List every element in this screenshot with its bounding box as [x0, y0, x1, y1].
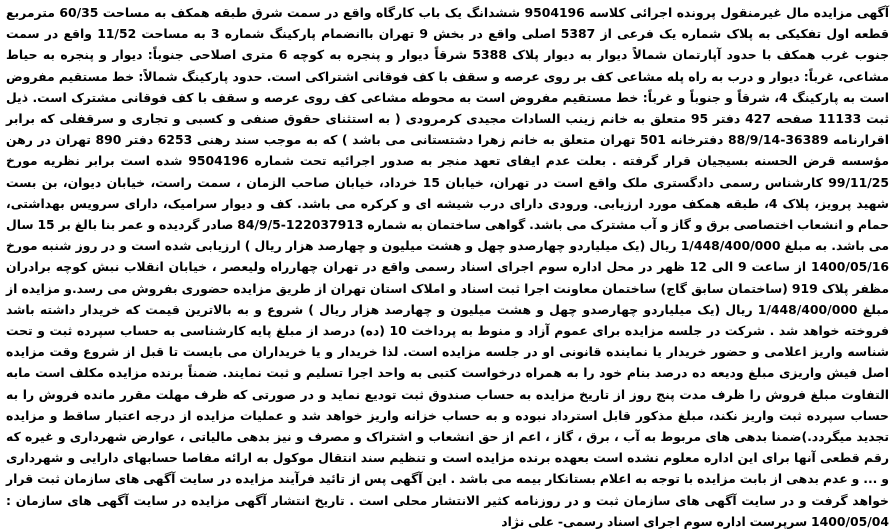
auction-notice-text: آگهی مزایده مال غیرمنقول پرونده اجرائی کلاسه 9504196 ششدانگ یک باب کارگاه واقع در سمت شرق طبقه همکف به مساحت 60/35 مترمربع قطعه اول تفکیکی به پلاک شماره یک فرعی از 5387 اصلی واقع در بخش 9 تهران باانضمام پارکینگ شماره 3 به مساحت 11/52 واقع در سمت جنوب غرب همکف با حدود آپارتمان شمالاً دیوار به دیوار پلاک 5388 شرقاً دیوار و پنجره به کوچه 6 متری اصلاحی جنوباً: دیوار و پنجره به حیاط مشاعی، غرباً: دیوار و درب به راه پله مشاعی کف بر روی عرصه و سقف با کف فوقانی اشتراکی است. حدود پارکینگ شمالاً: خط مستقیم مفروض است به پارکینگ 4، شرقاً و جنوباً و غرباً: خط مستقیم مفروض است به محوطه مشاعی کف روی عرصه و سقف با کف فوقانی مشترک است. ذیل ثبت 11133 صفحه 427 دفتر 95 متعلق به خانم زینب السادات مجیدی کرمرودی ( به استثنای حقوق صنفی و کسبی و تجاری و سرقفلی که برابر اقرارنامه 36389-88/9/14 دفترخانه 501 تهران متعلق به خانم زهرا دشتستانی می باشد ) که به موجب سند رهنی 6253 دفتر 890 تهران در رهن مؤسسه قرض الحسنه بسیجیان قرار گرفته . بعلت عدم ایفای تعهد منجر به صدور اجرائیه تحت شماره 9504196 شده است برابر نظریه مورخ 99/11/25 کارشناس رسمی دادگستری ملک واقع است در تهران، خیابان 15 خرداد، خیابان صاحب الزمان ، سمت راست، خیابان دیوان، بن بست شهید پرویز، پلاک 4، طبقه همکف مورد ارزیابی. ورودی دارای درب شیشه ای و کرکره می باشد. کف و دیوار سرامیک، دارای سرویس بهداشتی، حمام و انشعاب اختصاصی برق و گاز و آب مشترک می باشد. گواهی ساختمان به شماره 122037913-84/9/5 صادر گردیده و عمر بنا بالغ بر 15 سال می باشد. به مبلغ 1/448/400/000 ریال (یک میلیاردو چهارصدو چهل و هشت میلیون و چهارصد هزار ریال ) ارزیابی شده است و در روز شنبه مورخ 1400/05/16 از ساعت 9 الی 12 ظهر در محل اداره سوم اجرای اسناد رسمی واقع در تهران چهارراه ولیعصر ، خیابان انقلاب نبش کوچه برادران مظفر پلاک 919 (ساختمان سابق گاج) ساختمان معاونت اجرا ثبت اسناد و املاک استان تهران از طریق مزایده حضوری بفروش می رسد.و مزایده از مبلغ 1/448/400/000 ریال (یک میلیاردو چهارصدو چهل و هشت میلیون و چهارصد هزار ریال ) شروع و به بالاترین قیمت که خریدار داشته باشد فروخته خواهد شد . شرکت در جلسه مزایده برای عموم آزاد و منوط به پرداخت 10 (ده) درصد از مبلغ پایه کارشناسی به حساب سپرده ثبت و تحت شناسه واریز اعلامی و حضور خریدار یا نماینده قانونی او در جلسه مزایده است. لذا خریدار و یا خریداران می بایست تا قبل از شروع وقت مزایده اصل فیش واریزی مبلغ ودیعه ده درصد بنام خود را به همراه درخواست کتبی به واحد اجرا تسلیم و ثبت نمایند. ضمناً برنده مزایده مکلف است مابه التفاوت مبلغ فروش را ظرف مدت پنج روز از تاریخ مزایده به حساب صندوق ثبت تودیع نماید و در صورتی که ظرف مهلت مقرر مانده فروش را به حساب سپرده ثبت واریز نکند، مبلغ مذکور قابل استرداد نبوده و به حساب خزانه واریز خواهد شد و عملیات مزایده از درجه اعتبار ساقط و مزایده تجدید میگردد.)ضمنا بدهی های مربوط به آب ، برق ، گاز ، اعم از حق انشعاب و اشتراک و مصرف و نیز بدهی مالیاتی ، عوارض شهرداری و غیره که رقم قطعی آنها برای این اداره معلوم نشده است بعهده برنده مزایده است و تنظیم سند انتقال موکول به ارائه مفاصا حسابهای دارایی و شهرداری و ... و عدم بدهی از بابت مزایده با توجه به اعلام بستانکار بیمه می باشد . این آگهی پس از تائید فرآیند مزایده در سایت آگهی های سازمان ثبت قرار خواهد گرفت و در سایت آگهی های سازمان ثبت و در روزنامه کثیر الانتشار محلی است . تاریخ انتشار آگهی مزایده در سایت آگهی های سازمان : 1400/05/04 سرپرست اداره سوم اجرای اسناد رسمی- علی نژاد: [6, 5, 890, 529]
